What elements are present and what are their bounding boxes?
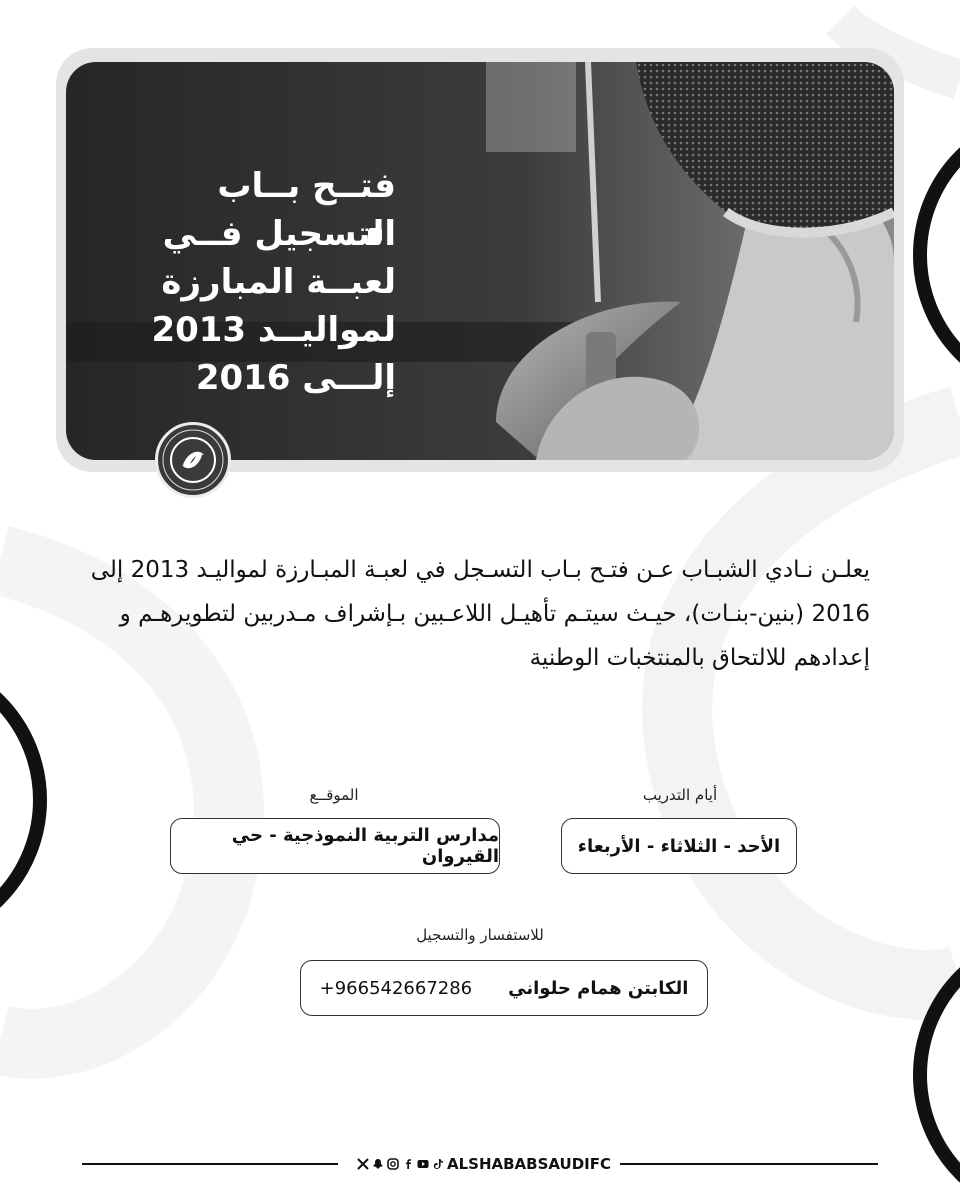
training-days-value: الأحد - الثلاثاء - الأربعاء <box>561 818 797 874</box>
footer-handle[interactable]: ALSHABABSAUDIFC <box>446 1155 612 1173</box>
club-logo <box>155 422 231 498</box>
shabab-club-emblem-icon <box>158 425 228 495</box>
contact-label: للاستفسار والتسجيل <box>416 926 544 944</box>
contact-box <box>300 960 708 1016</box>
location-value: مدارس التربية النموذجية - حي القيروان <box>170 818 500 874</box>
location-label: الموقــع <box>309 786 359 804</box>
announcement-text: يعلـن نـادي الشبـاب عـن فتـح بـاب التسـجل في لعبـة المبـارزة لمواليـد 2013 إلى 2016 (بنين-بنـات)، حيـث سيتـم تأهيـل اللاعـبين بـإشراف مـدربين لتطويرهـم و إعدادهم للالتحاق بالمنتخبات الوطنية <box>90 557 870 671</box>
social-bar <box>350 1152 618 1176</box>
edge-ring-left <box>0 660 40 940</box>
hero-title: فتــح بــاب التسجيل فــي لعبــة المبارزة لمواليــد 2013 إلـــى 2016 <box>151 166 396 398</box>
youtube-icon[interactable] <box>417 1158 429 1170</box>
tiktok-icon[interactable] <box>432 1158 444 1170</box>
edge-ring-top-right <box>920 115 960 395</box>
contact-name: الكابتن همام حلواني <box>508 977 689 999</box>
hero-photo <box>66 62 894 460</box>
footer <box>82 1152 878 1176</box>
snapchat-icon[interactable] <box>372 1158 384 1170</box>
training-days-label: أيام التدريب <box>642 786 718 804</box>
footer-rule-right <box>620 1163 878 1165</box>
instagram-icon[interactable] <box>387 1158 399 1170</box>
facebook-icon[interactable] <box>402 1158 414 1170</box>
footer-rule-left <box>82 1163 338 1165</box>
x-icon[interactable] <box>357 1158 369 1170</box>
contact-phone[interactable]: +966542667286 <box>319 977 473 999</box>
